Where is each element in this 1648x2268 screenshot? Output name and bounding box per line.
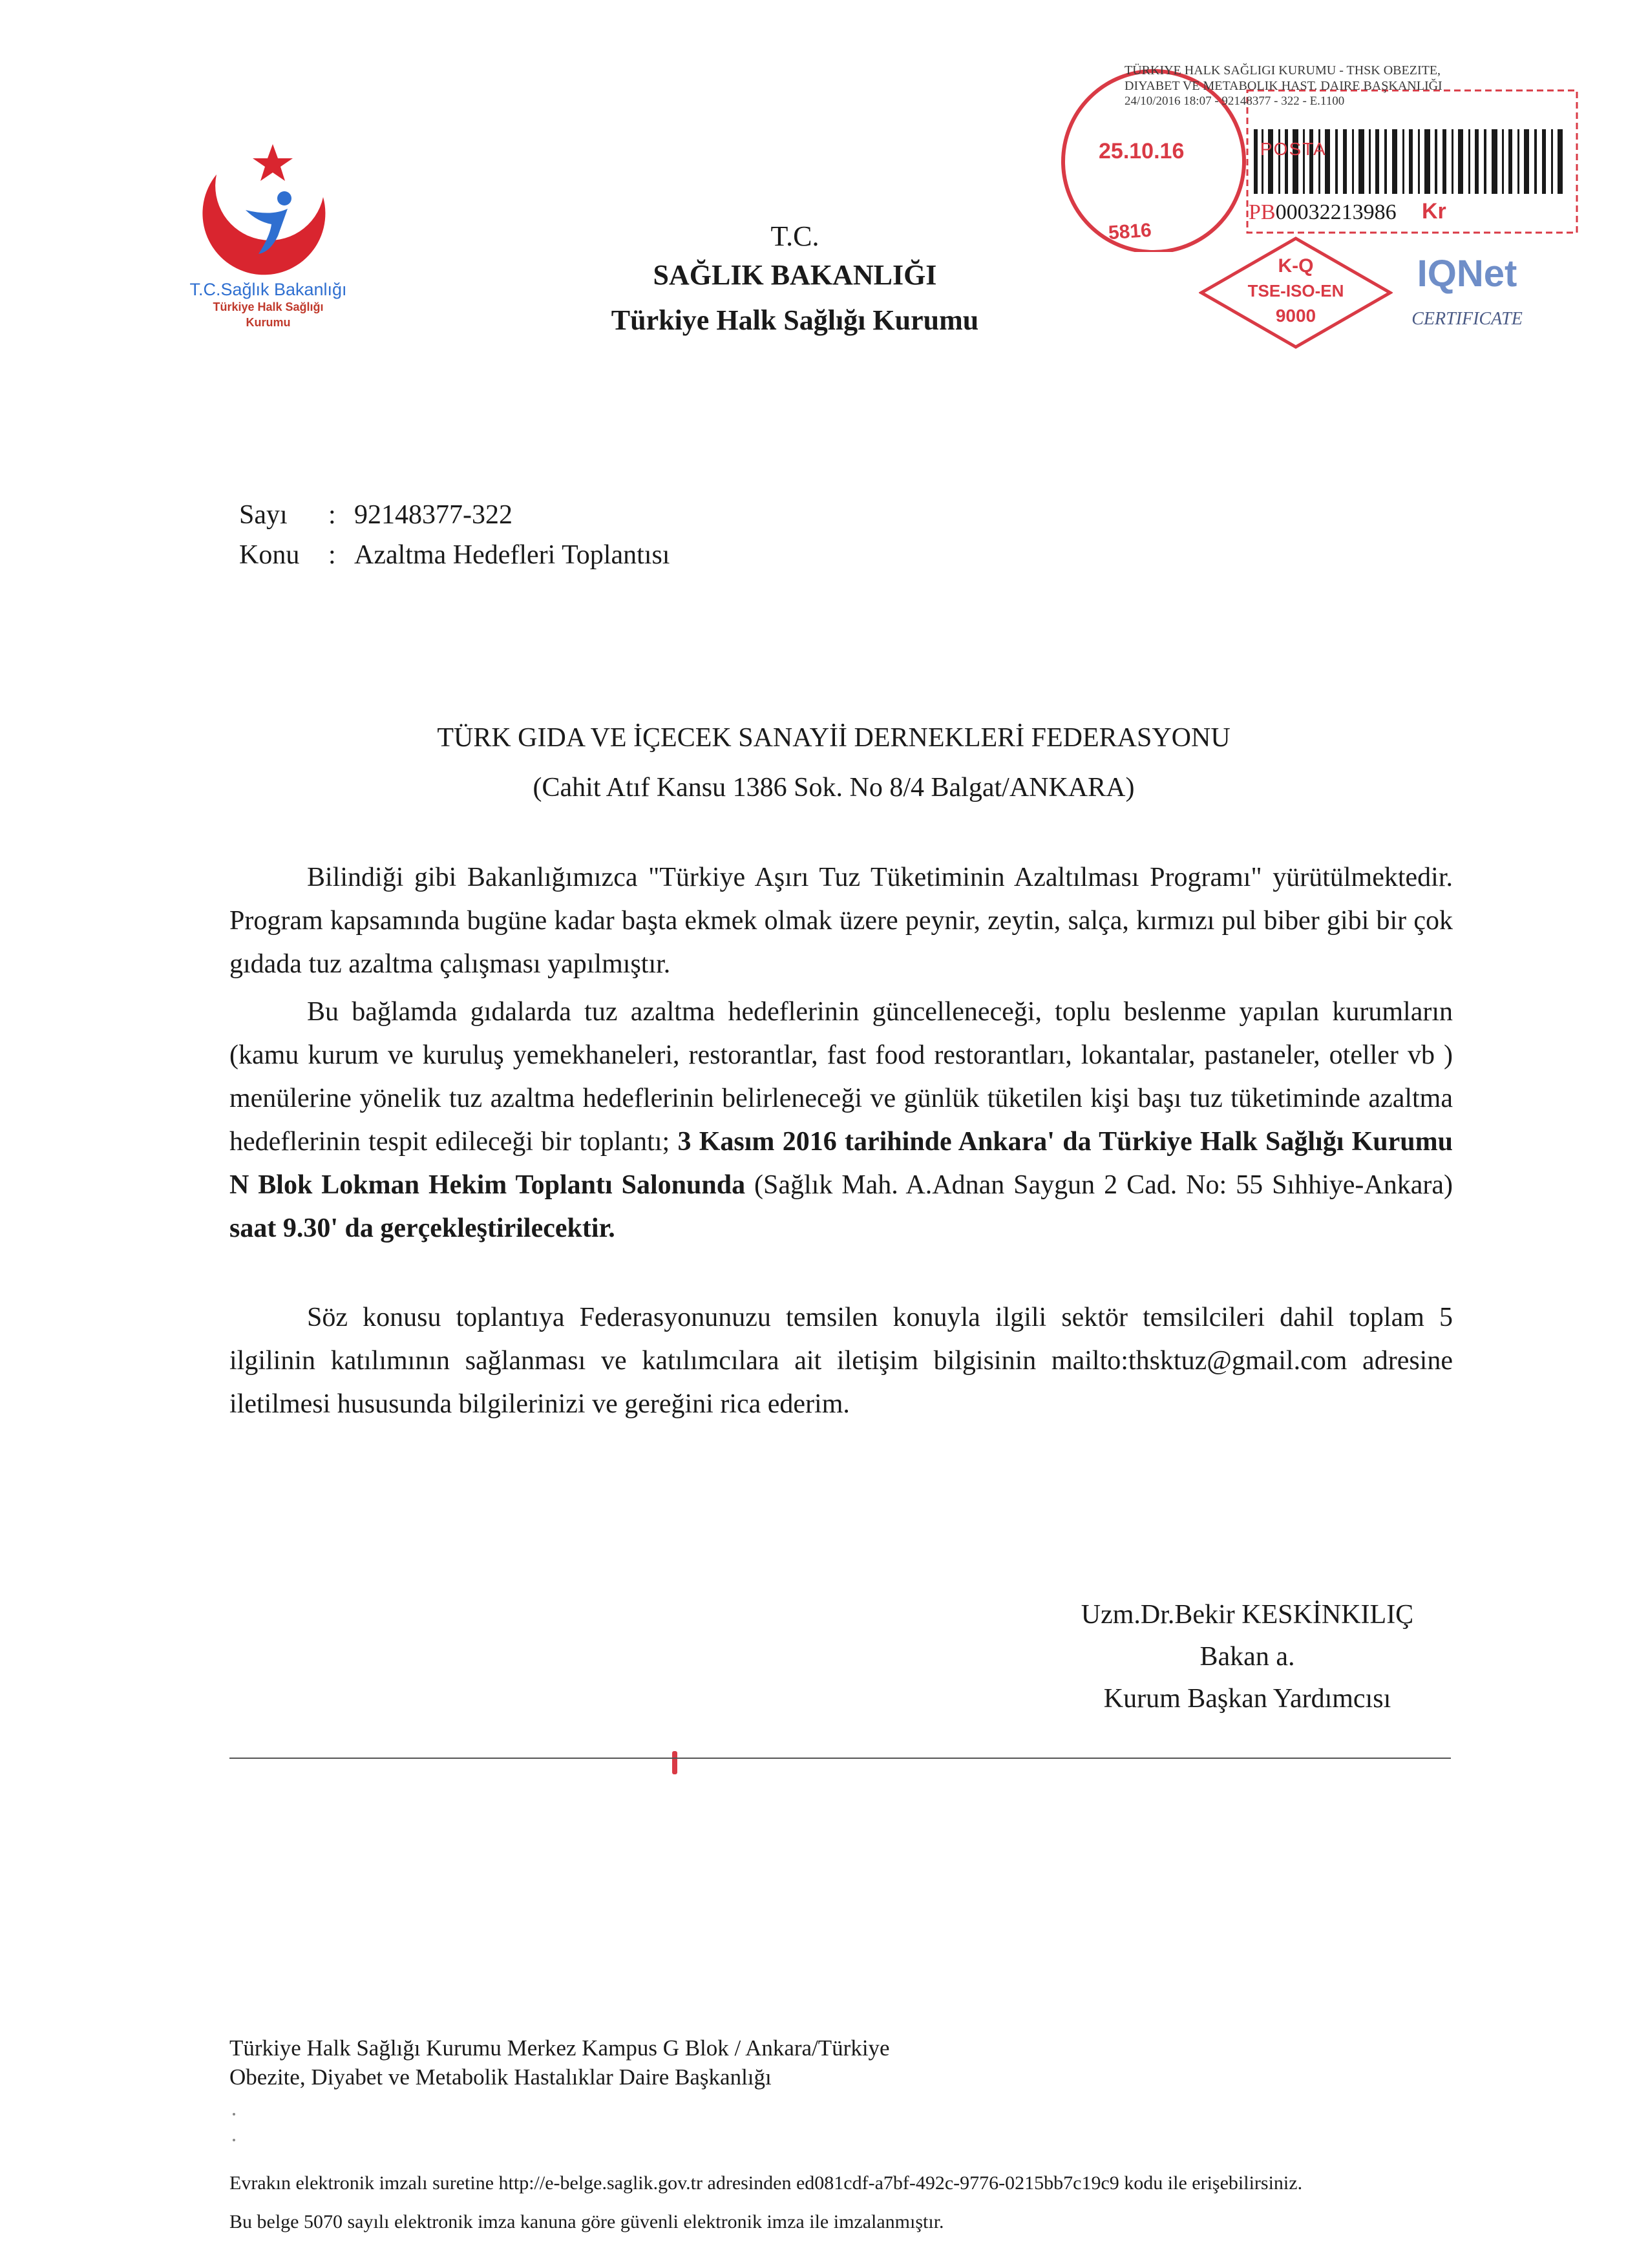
stamp-code [1249,200,1397,225]
sayi-colon: : [328,500,336,530]
header-tc: T.C. [770,220,819,252]
signatory-title-1: Bakan a. [1199,1642,1295,1672]
signatory-title-2: Kurum Başkan Yardımcısı [1103,1684,1391,1714]
paragraph-3-text: Söz konusu toplantıya Federasyonunuzu temsilen konuyla ilgili sektör temsilcileri dahil toplam 5 ilgilinin katılımının sağlanması ve katılımcılara ait iletişim bilgisinin mailto:thsktuz@gmail.com adresine iletilmesi hususunda bilgilerinizi ve gereğini rica ederim. [229,1303,1453,1419]
footer-rule [229,1758,1451,1759]
sayi-value: 92148377-322 [354,500,512,530]
speck [233,2113,235,2116]
speck [233,2139,235,2141]
stamp-date: 25.10.16 [1099,139,1185,163]
red-mark [672,1751,677,1774]
footer-esign-law: Bu belge 5070 sayılı elektronik imza kanuna göre güvenli elektronik imza ile imzalanmıştır. [229,2211,944,2232]
header-ministry: SAĞLIK BAKANLIĞI [653,259,937,291]
footer-department: Obezite, Diyabet ve Metabolik Hastalıklar Daire Başkanlığı [229,2064,772,2090]
stamp-pb: PB [1249,200,1276,224]
body-paragraph-2 [229,991,1453,1250]
body-paragraph-1 [229,856,1453,986]
stamp-kr: Kr [1422,199,1446,224]
logo-line-2: Türkiye Halk Sağlığı [213,300,324,313]
konu-value: Azaltma Hedefleri Toplantısı [354,540,670,570]
crescent-star-icon [181,139,355,278]
paragraph-2-part-a: Bu bağlamda gıdalarda tuz azaltma hedeflerinin güncelleneceği, toplu beslenme yapılan kurumların (kamu kurum ve kuruluş yemekhaneleri, restorantlar, fast food restorantları, lokantalar, pastaneler, oteller vb ) menülerine yönelik tuz azaltma hedeflerinin belirleneceği ve günlük tüketilen kişi başı tuz tüketiminde azaltma hedeflerinin tespit edileceği bir toplantı; [229,997,1453,1157]
franking-stamp [1034,52,1583,252]
kq-certificate-badge [1199,236,1393,349]
stamp-header-2: DIYABET VE METABOLIK HAST. DAIRE BAŞKANLIĞI [1125,79,1442,93]
header-institution: Türkiye Halk Sağlığı Kurumu [611,304,979,336]
kq-line-3: 9000 [1275,306,1316,326]
meeting-address: (Sağlık Mah. A.Adnan Saygun 2 Cad. No: 55 Sıhhiye-Ankara) [754,1170,1453,1200]
kq-line-2: TSE-ISO-EN [1247,281,1344,300]
signatory-name: Uzm.Dr.Bekir KESKİNKILIÇ [1081,1600,1414,1630]
meeting-location: 3 Kasım 2016 tarihinde Ankara' da Türkiye Halk Sağlığı Kurumu N Blok Lokman Hekim Toplantı Salonunda [229,1127,1453,1200]
logo-line-1: T.C.Sağlık Bakanlığı [189,280,347,299]
stamp-header-1: TÜRKIYE HALK SAĞLIGI KURUMU - THSK OBEZITE, [1125,63,1441,78]
konu-colon: : [328,540,336,570]
footer-address: Türkiye Halk Sağlığı Kurumu Merkez Kampus G Blok / Ankara/Türkiye [229,2035,890,2061]
body-paragraph-3 [229,1296,1453,1426]
stamp-header-3: 24/10/2016 18:07 - 92148377 - 322 - E.1100 [1125,94,1345,108]
stamp-code-number: 00032213986 [1275,200,1397,224]
stamp-posta: POSTA [1260,139,1327,159]
iqnet-logo: IQNet [1417,253,1517,295]
stamp-number: 5816 [1107,219,1152,244]
addressee-name: TÜRK GIDA VE İÇECEK SANAYİİ DERNEKLERİ FEDERASYONU [437,723,1231,753]
kq-line-1: K-Q [1278,255,1314,277]
certificate-label: CERTIFICATE [1411,309,1523,329]
paragraph-2-text [229,991,1453,1250]
ministry-logo [152,139,385,333]
footer-evrak-link: Evrakın elektronik imzalı suretine http://e-belge.saglik.gov.tr adresinden ed081cdf-a7bf-492c-9776-0215bb7c19c9 kodu ile erişebilirsiniz. [229,2172,1303,2194]
sayi-label: Sayı [239,500,288,530]
meeting-time: saat 9.30' da gerçekleştirilecektir. [229,1213,615,1243]
logo-line-3: Kurumu [246,316,291,329]
paragraph-1-text: Bilindiği gibi Bakanlığımızca "Türkiye Aşırı Tuz Tüketiminin Azaltılması Programı" yürütülmektedir. Program kapsamında bugüne kadar başta ekmek olmak üzere peynir, zeytin, salça, kırmızı pul biber gibi bir çok gıdada tuz azaltma çalışması yapılmıştır. [229,863,1453,979]
konu-label: Konu [239,540,300,570]
addressee-address: (Cahit Atıf Kansu 1386 Sok. No 8/4 Balgat/ANKARA) [533,773,1135,803]
